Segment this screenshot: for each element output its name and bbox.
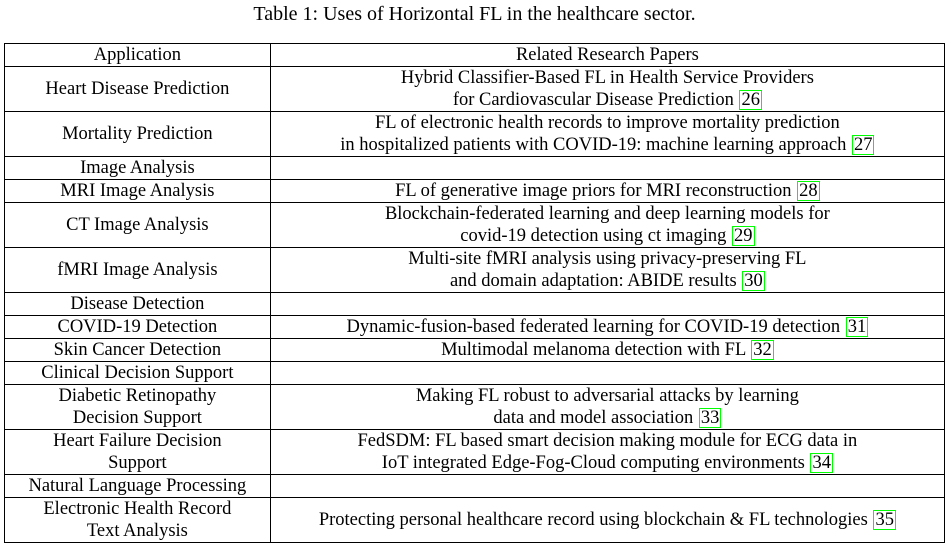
paper-title-text: Protecting personal healthcare record using blockchain & FL technologies: [318, 510, 868, 530]
application-cell: [5, 180, 271, 203]
paper-title-text: Multimodal melanoma detection with FL: [441, 340, 746, 360]
paper-title-text: and domain adaptation: ABIDE results: [449, 271, 737, 291]
application-cell: [5, 498, 271, 543]
application-cell: [5, 339, 271, 362]
application-cell: [5, 293, 271, 316]
application-text: fMRI Image Analysis: [57, 260, 218, 280]
application-text: Support: [108, 453, 167, 473]
paper-title-text: FL of electronic health records to improve mortality prediction: [375, 113, 840, 133]
application-text: Image Analysis: [80, 158, 195, 178]
table-row: [5, 498, 945, 543]
paper-cell: [270, 316, 944, 339]
paper-cell: [270, 180, 944, 203]
application-cell: [5, 362, 271, 385]
application-text: Text Analysis: [86, 521, 188, 541]
application-text: MRI Image Analysis: [60, 181, 215, 201]
application-text: Skin Cancer Detection: [53, 340, 222, 360]
table-row: [5, 362, 945, 385]
paper-title-text: covid-19 detection using ct imaging: [460, 226, 727, 246]
paper-title-text: Multi-site fMRI analysis using privacy-preserving FL: [408, 249, 807, 269]
citation-link[interactable]: 26: [741, 90, 760, 110]
header-row: [5, 44, 945, 67]
paper-cell: [270, 498, 944, 543]
application-cell: [5, 430, 271, 475]
citation-link[interactable]: 28: [799, 181, 818, 201]
citation-link[interactable]: 34: [812, 453, 831, 473]
citation-link[interactable]: 35: [875, 510, 894, 530]
application-text: Electronic Health Record: [43, 499, 232, 519]
table-row: [5, 475, 945, 498]
citation-link[interactable]: 31: [847, 317, 867, 337]
application-text: Mortality Prediction: [62, 124, 213, 144]
paper-cell: [270, 203, 944, 248]
paper-cell: [270, 362, 944, 385]
table-row: [5, 203, 945, 248]
paper-title-text: for Cardiovascular Disease Prediction: [452, 90, 734, 110]
application-cell: [5, 67, 271, 112]
table-row: [5, 67, 945, 112]
table-row: [5, 430, 945, 475]
table-row: [5, 293, 945, 316]
paper-title-text: in hospitalized patients with COVID-19: machine learning approach: [340, 135, 847, 155]
application-text: Heart Failure Decision: [53, 431, 222, 451]
paper-title-text: Blockchain-federated learning and deep learning models for: [384, 204, 830, 224]
application-cell: [5, 248, 271, 293]
paper-title-text: data and model association: [493, 408, 694, 428]
paper-title-text: FedSDM: FL based smart decision making module for ECG data in: [357, 431, 858, 451]
paper-cell: [270, 112, 944, 157]
table-row: [5, 316, 945, 339]
table-row: [5, 157, 945, 180]
paper-title-text: Dynamic-fusion-based federated learning for COVID-19 detection: [346, 317, 841, 337]
citation-link[interactable]: 27: [853, 135, 873, 155]
application-text: Natural Language Processing: [28, 476, 247, 496]
table-row: [5, 339, 945, 362]
paper-cell: [270, 385, 944, 430]
table-caption: Table 1: Uses of Horizontal FL in the healthcare sector.: [253, 3, 696, 25]
application-text: CT Image Analysis: [66, 215, 209, 235]
application-cell: [5, 112, 271, 157]
table-row: [5, 248, 945, 293]
paper-cell: [270, 157, 944, 180]
application-cell: [5, 203, 271, 248]
paper-cell: [270, 67, 944, 112]
paper-title-text: Making FL robust to adversarial attacks by learning: [415, 386, 799, 406]
application-cell: [5, 316, 271, 339]
paper-cell: [270, 248, 944, 293]
applications-table: [4, 43, 945, 543]
application-cell: [5, 475, 271, 498]
table-row: [5, 112, 945, 157]
citation-link[interactable]: 30: [744, 271, 763, 291]
header-application: Application: [5, 44, 271, 67]
paper-cell: [270, 339, 944, 362]
application-text: COVID-19 Detection: [57, 317, 218, 337]
paper-cell: [270, 430, 944, 475]
paper-cell: [270, 475, 944, 498]
table-row: [5, 180, 945, 203]
citation-link[interactable]: 32: [753, 340, 772, 360]
application-text: Disease Detection: [70, 294, 205, 314]
application-text: Decision Support: [72, 408, 202, 428]
application-text: Heart Disease Prediction: [45, 79, 230, 99]
table-body: [5, 67, 945, 543]
application-cell: [5, 385, 271, 430]
citation-link[interactable]: 33: [700, 408, 720, 428]
paper-title-text: IoT integrated Edge-Fog-Cloud computing environments: [381, 453, 805, 473]
paper-cell: [270, 293, 944, 316]
citation-link[interactable]: 29: [734, 226, 753, 246]
application-text: Clinical Decision Support: [41, 363, 234, 383]
paper-title-text: Hybrid Classifier-Based FL in Health Service Providers: [400, 68, 814, 88]
paper-title-text: FL of generative image priors for MRI reconstruction: [395, 181, 792, 201]
table-row: [5, 385, 945, 430]
header-papers: Related Research Papers: [270, 44, 944, 67]
application-text: Diabetic Retinopathy: [58, 386, 217, 406]
application-cell: [5, 157, 271, 180]
